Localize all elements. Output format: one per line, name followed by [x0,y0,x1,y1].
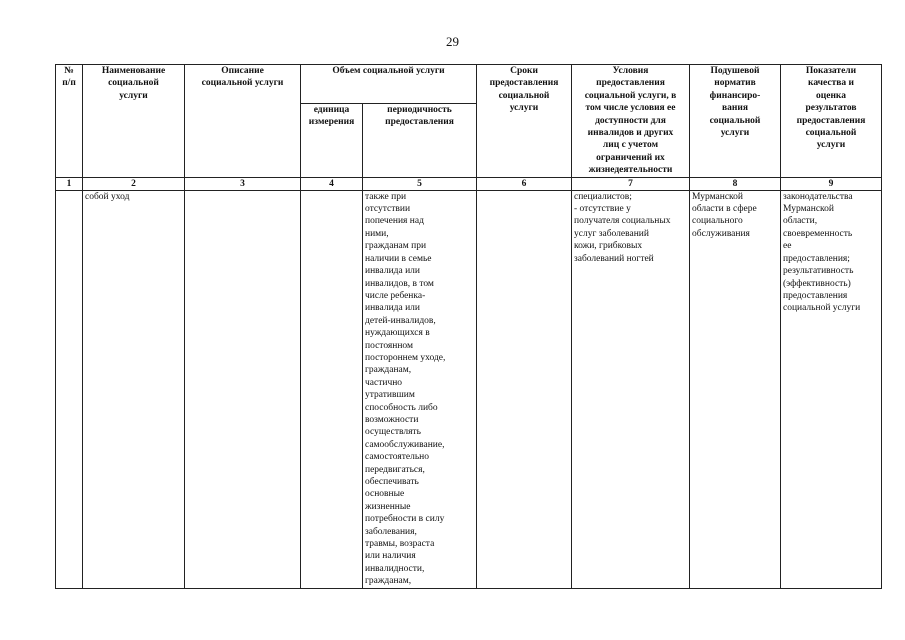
header-volume: Объем социальной услуги [301,65,477,104]
header-norm: Подушевой норматив финансиро- вания социальной услуги [690,65,781,178]
column-number: 6 [477,177,572,190]
column-number: 4 [301,177,363,190]
cell-description [185,190,301,588]
header-name: Наименование социальной услуги [83,65,185,178]
header-periodicity: периодичность предоставления [363,103,477,177]
cell-name: собой уход [83,190,185,588]
cell-conditions: специалистов; - отсутствие у получателя социальных услуг заболеваний кожи, грибковых заболеваний ногтей [572,190,690,588]
header-conditions: Условия предоставления социальной услуги, в том числе условия ее доступности для инвалидов и других лиц с учетом ограничений их жизнедеятельности [572,65,690,178]
header-description: Описание социальной услуги [185,65,301,178]
cell-unit [301,190,363,588]
header-terms: Сроки предоставления социальной услуги [477,65,572,178]
column-number: 7 [572,177,690,190]
header-unit: единица измерения [301,103,363,177]
column-number: 8 [690,177,781,190]
cell-norm: Мурманской области в сфере социального обслуживания [690,190,781,588]
header-indicators: Показатели качества и оценка результатов предоставления социальной услуги [781,65,882,178]
cell-num [56,190,83,588]
header-num: № п/п [56,65,83,178]
column-number-row [56,177,882,190]
column-number: 3 [185,177,301,190]
column-number: 1 [56,177,83,190]
social-services-table [55,64,882,589]
column-number: 5 [363,177,477,190]
cell-terms [477,190,572,588]
column-number: 9 [781,177,882,190]
table-row [56,190,882,588]
column-number: 2 [83,177,185,190]
cell-periodicity: также при отсутствии попечения над ними, гражданам при наличии в семье инвалида или инвалидов, в том числе ребенка- инвалида или детей-инвалидов, нуждающихся в постоянном постороннем уходе, гражданам, частично утратившим способность либо возможности осуществлять самообслуживание, самостоятельно передвигаться, обеспечивать основные жизненные потребности в силу заболевания, травмы, возраста или наличия инвалидности, гражданам, [363,190,477,588]
cell-indicators: законодательства Мурманской области, своевременность ее предоставления; результативность (эффективность) предоставления социальной услуги [781,190,882,588]
page-number: 29 [446,34,459,49]
header-row-1 [56,65,882,104]
